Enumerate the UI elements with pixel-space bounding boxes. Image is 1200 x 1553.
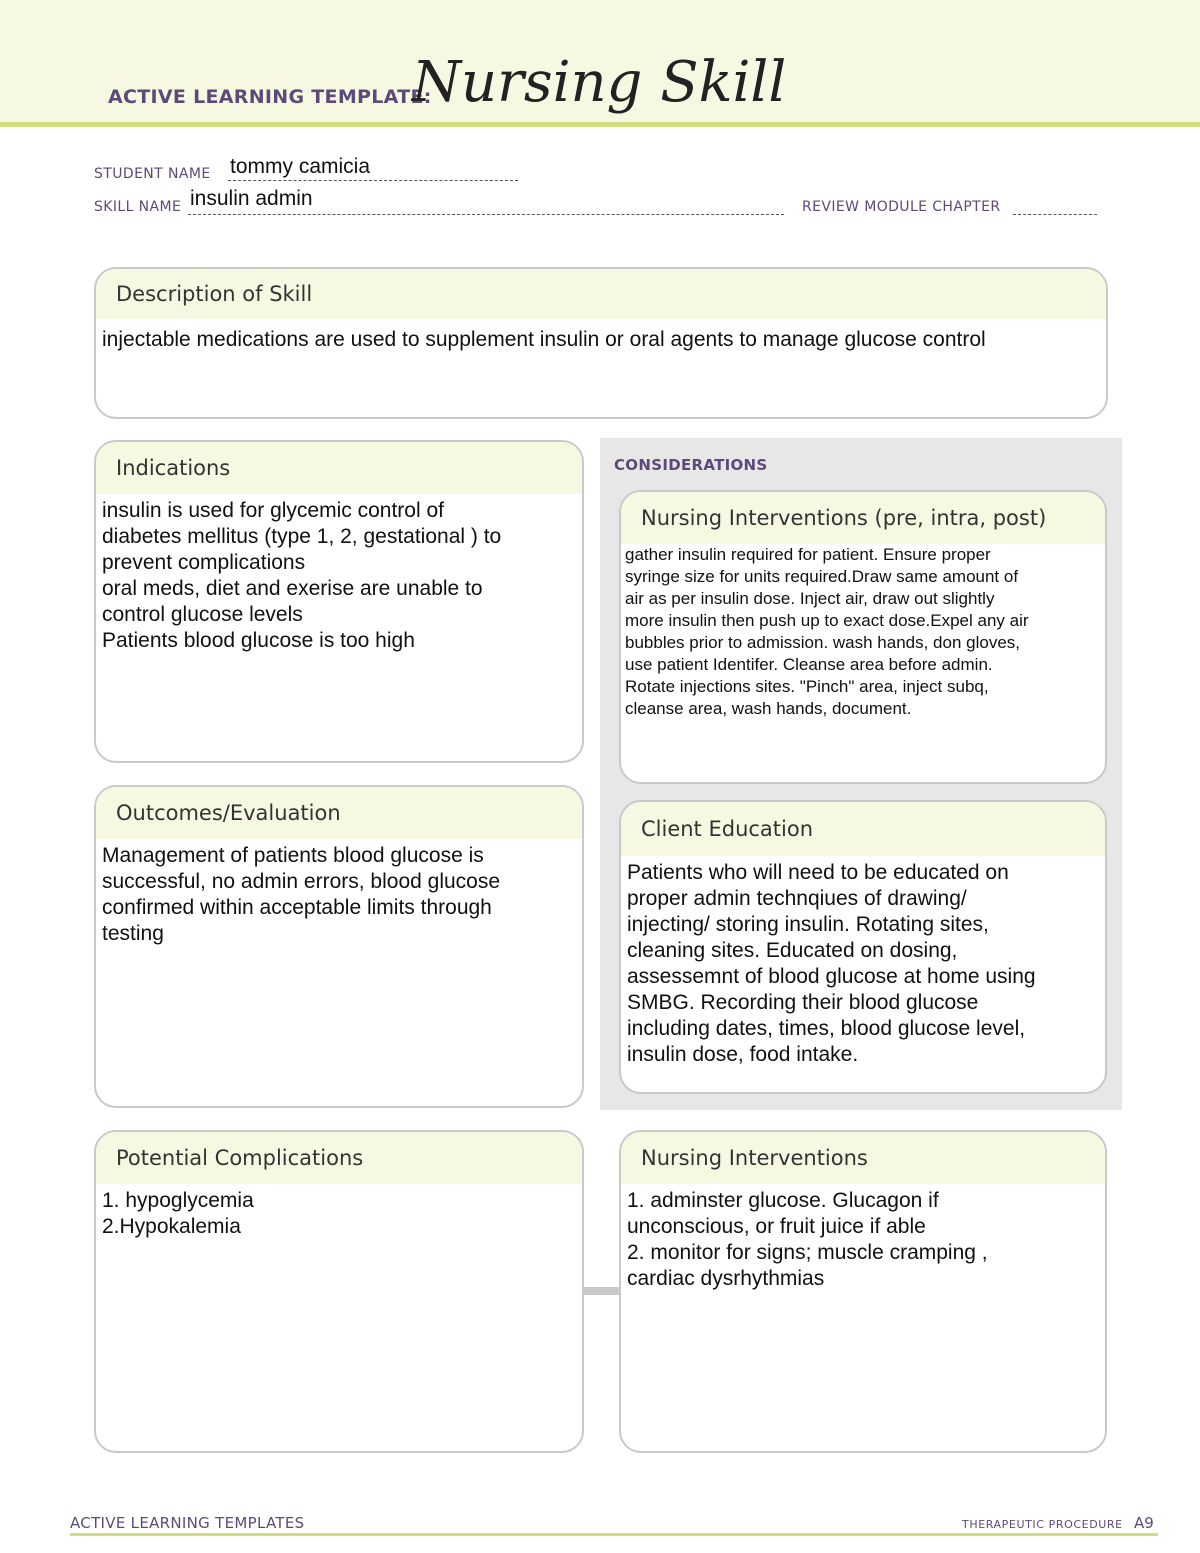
page-number: A9 [1134, 1514, 1154, 1532]
review-module-label: REVIEW MODULE CHAPTER [802, 199, 1001, 215]
description-text[interactable]: injectable medications are used to supplement insulin or oral agents to manage glucose control [102, 328, 986, 351]
student-name-label: STUDENT NAME [94, 166, 211, 182]
nursing-interventions-heading: Nursing Interventions [621, 1132, 1105, 1184]
description-heading: Description of Skill [96, 269, 1106, 319]
student-name-value[interactable]: tommy camicia [230, 155, 371, 178]
potential-complications-heading: Potential Complications [96, 1132, 582, 1184]
indications-box [94, 440, 584, 763]
nursing-interventions-ppp-heading: Nursing Interventions (pre, intra, post) [621, 492, 1105, 544]
review-module-underline[interactable] [1013, 214, 1097, 215]
potential-complications-box [94, 1130, 584, 1453]
nursing-interventions-ppp-box [619, 490, 1107, 784]
indications-text[interactable]: insulin is used for glycemic control of diabetes mellitus (type 1, 2, gestational ) to prevent complications oral meds, diet and exerise are unable to control glucose levels Patients blood glucose is too high [102, 499, 502, 652]
outcomes-text[interactable]: Management of patients blood glucose is successful, no admin errors, blood glucose confirmed within acceptable limits through testing [102, 844, 501, 945]
skill-name-value[interactable]: insulin admin [190, 187, 313, 210]
page-title: Nursing Skill [412, 50, 787, 115]
considerations-label: CONSIDERATIONS [614, 456, 768, 474]
client-education-box [619, 800, 1107, 1094]
student-name-underline [228, 180, 518, 181]
description-box [94, 267, 1108, 419]
header-divider [0, 122, 1200, 127]
potential-complications-text[interactable]: 1. hypoglycemia 2.Hypokalemia [102, 1189, 254, 1238]
outcomes-box [94, 785, 584, 1108]
outcomes-heading: Outcomes/Evaluation [96, 787, 582, 839]
template-label: ACTIVE LEARNING TEMPLATE: [108, 86, 432, 108]
skill-name-label: SKILL NAME [94, 199, 182, 215]
indications-heading: Indications [96, 442, 582, 494]
footer-left-label: ACTIVE LEARNING TEMPLATES [70, 1514, 305, 1532]
nursing-interventions-box [619, 1130, 1107, 1453]
box-connector [584, 1287, 620, 1295]
footer-divider [70, 1533, 1158, 1536]
client-education-text[interactable]: Patients who will need to be educated on proper admin technqiues of drawing/ injecting/ storing insulin. Rotating sites, cleaning sites. Educated on dosing, assessemnt of blood glucose at home using SMBG. Recording their blood glucose including dates, times, blood glucose level, insulin dose, food intake. [627, 861, 1036, 1066]
footer-right-label: THERAPEUTIC PROCEDURE [962, 1518, 1123, 1531]
nursing-interventions-text[interactable]: 1. adminster glucose. Glucagon if unconscious, or fruit juice if able 2. monitor for signs; muscle cramping , cardiac dysrhythmias [627, 1189, 988, 1290]
skill-name-underline [188, 214, 784, 215]
nursing-interventions-ppp-text[interactable]: gather insulin required for patient. Ensure proper syringe size for units required.Draw same amount of air as per insulin dose. Inject air, draw out slightly more insulin then push up to exact dose.Expel any air bubbles prior to admission. wash hands, don gloves, use patient Identifer. Cleanse area before admin. Rotate injections sites. "Pinch" area, inject subq, cleanse area, wash hands, document. [625, 545, 1029, 718]
client-education-heading: Client Education [621, 802, 1105, 856]
